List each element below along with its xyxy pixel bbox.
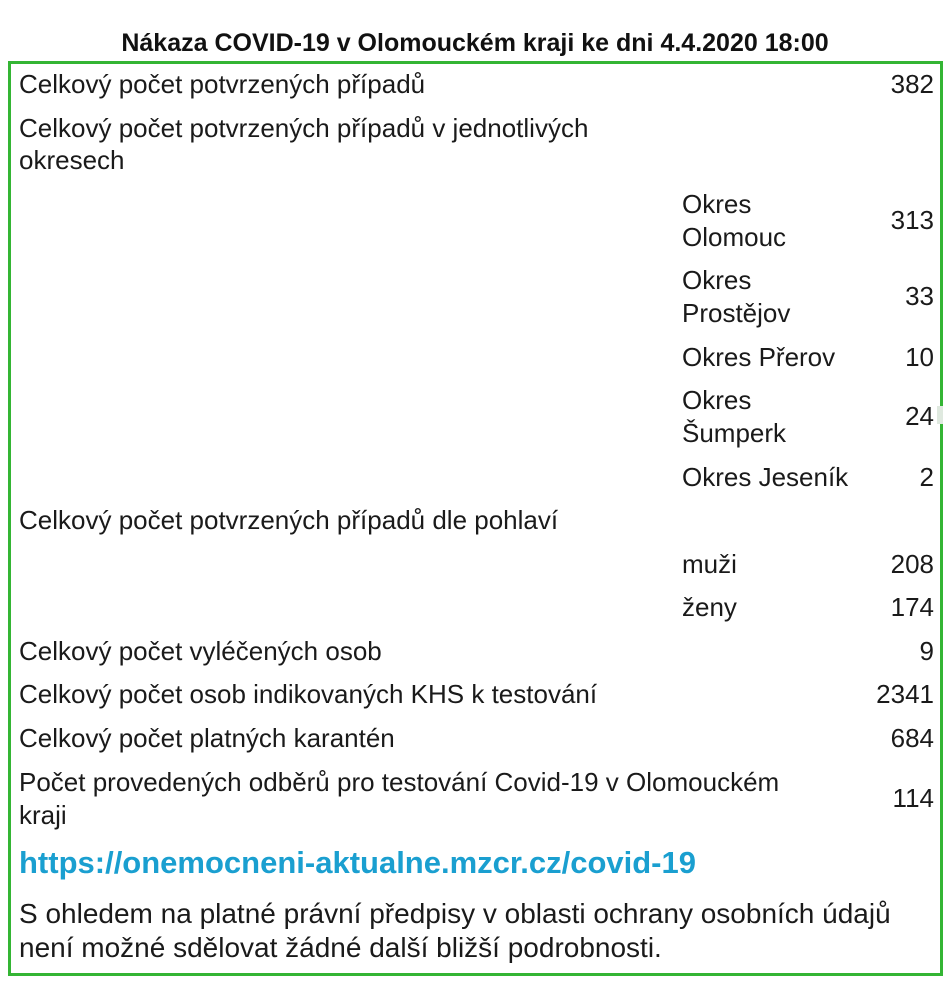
source-link[interactable]: https://onemocneni-aktualne.mzcr.cz/covid-19 [19, 845, 696, 880]
district-prostejov-label-line1: Okres [682, 265, 752, 295]
samples-taken-label-line2: kraji [19, 800, 67, 830]
district-prostejov-label-line2: Prostějov [682, 298, 791, 328]
total-confirmed-value: 382 [890, 69, 934, 99]
quarantines-label: Celkový počet platných karantén [19, 723, 395, 753]
gender-male-label: muži [682, 549, 737, 579]
gender-female-value: 174 [890, 592, 934, 622]
indicated-for-testing-label: Celkový počet osob indikovaných KHS k testování [19, 679, 598, 709]
indicated-for-testing-value: 2341 [876, 679, 934, 709]
gender-male-value: 208 [890, 549, 934, 579]
gender-female-label: ženy [682, 592, 737, 622]
district-olomouc-value: 313 [890, 205, 934, 235]
district-olomouc-label-line2: Olomouc [682, 222, 787, 252]
district-jesenik-label: Okres Jeseník [682, 462, 849, 492]
district-sumperk-label-line1: Okres [682, 385, 752, 415]
recovered-label: Celkový počet vyléčených osob [19, 636, 382, 666]
district-olomouc-label-line1: Okres [682, 189, 752, 219]
samples-taken-value: 114 [892, 783, 934, 813]
district-prerov-label: Okres Přerov [682, 342, 836, 372]
by-gender-heading: Celkový počet potvrzených případů dle pohlaví [19, 505, 559, 535]
district-sumperk-value: 24 [905, 401, 934, 431]
by-district-heading-line2: okresech [19, 145, 125, 175]
stats-table [8, 61, 943, 976]
page-title: Nákaza COVID-19 v Olomouckém kraji ke dni 4.4.2020 18:00 [121, 29, 829, 57]
district-sumperk-label-line2: Šumperk [682, 418, 787, 448]
by-district-heading-line1: Celkový počet potvrzených případů v jednotlivých [19, 113, 589, 143]
district-jesenik-value: 2 [919, 462, 934, 492]
district-prostejov-value: 33 [905, 281, 934, 311]
edge-marker [937, 406, 943, 424]
samples-taken-label-line1: Počet provedených odběrů pro testování Covid-19 v Olomouckém [19, 767, 780, 797]
recovered-value: 9 [919, 636, 934, 666]
district-prerov-value: 10 [905, 342, 934, 372]
quarantines-value: 684 [890, 723, 934, 753]
total-confirmed-label: Celkový počet potvrzených případů [19, 69, 426, 99]
privacy-note: S ohledem na platné právní předpisy v oblasti ochrany osobních údajů není možné sdělovat žádné další bližší podrobnosti. [19, 898, 891, 963]
